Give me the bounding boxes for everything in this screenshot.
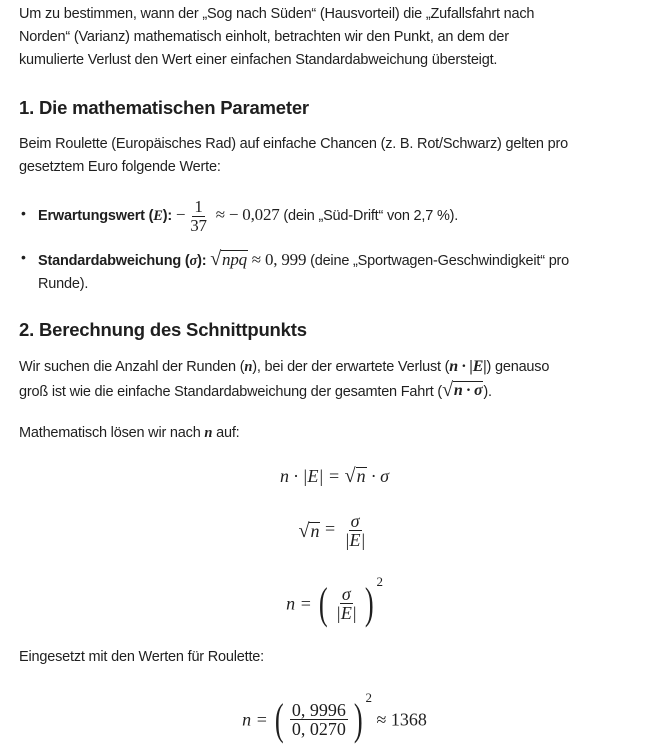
intro-paragraph <box>19 3 534 72</box>
sqrt-npq: √ npq <box>210 248 247 270</box>
intro-line-2: Norden“ (Varianz) mathematisch einholt, betrachten wir den Punkt, an dem der <box>19 29 509 45</box>
expected-value-approx: ≈ − 0,027 <box>215 205 280 224</box>
std-dev-note-cont: Runde). <box>38 276 89 292</box>
solve-line: Mathematisch lösen wir nach n auf: <box>19 425 240 441</box>
sqrt-n-sigma: √ n · σ <box>442 379 483 401</box>
std-dev-approx: ≈ 0, 999 <box>251 250 307 269</box>
bullet-expected-value <box>38 193 458 238</box>
section-2-paragraph: Wir suchen die Anzahl der Runden (n), bei der der erwartete Verlust (n · |E|) genauso groß ist wie die einfache Standardabweichung der gesamten Fahrt ( √ n · σ ). <box>19 358 550 401</box>
fraction-1-37: $\frac{1}{37}$ <box>190 196 207 235</box>
inserted-line: Eingesetzt mit den Werten für Roulette: <box>19 649 265 665</box>
intro-line-1: Um zu bestimmen, wann der „Sog nach Süden“ (Hausvorteil) die „Zufallsfahrt nach <box>19 6 535 22</box>
expected-value-note: (dein „Süd-Drift“ von 2,7 %). <box>279 208 459 224</box>
equation-3: n = ( $\frac{\sigma}{|E|}$ ) $^2$ <box>286 574 383 628</box>
section-1-heading: 1. Die mathematischen Parameter <box>19 97 309 118</box>
equation-1: n · |E| = √ n · σ <box>280 465 389 487</box>
section-1-line-1: Beim Roulette (Europäisches Rad) auf einfache Chancen (z. B. Rot/Schwarz) gelten pro <box>19 136 568 152</box>
expected-value-label: Erwartungswert (E): <box>38 208 172 224</box>
intro-line-3: kumulierte Verlust den Wert einer einfachen Standardabweichung übersteigt. <box>19 52 498 68</box>
equation-2: √ n = $\frac{\sigma}{|E|}$ <box>298 511 366 550</box>
bullet-dot: • <box>21 205 26 221</box>
section-1-line-2: gesetztem Euro folgende Werte: <box>19 159 221 175</box>
std-dev-note: (deine „Sportwagen-Geschwindigkeit“ pro <box>306 253 570 269</box>
equation-4: n = ( $\frac{0, 9996}{0, 0270}$ ) $^2$ ≈ 1368 <box>242 690 427 744</box>
section-2-heading: 2. Berechnung des Schnittpunkts <box>19 319 307 340</box>
minus-sign: − <box>175 205 186 224</box>
section-1-paragraph <box>19 133 568 179</box>
std-dev-label: Standardabweichung (σ): <box>38 253 207 269</box>
bullet-std-dev <box>38 248 569 296</box>
bullet-dot: • <box>21 249 26 265</box>
